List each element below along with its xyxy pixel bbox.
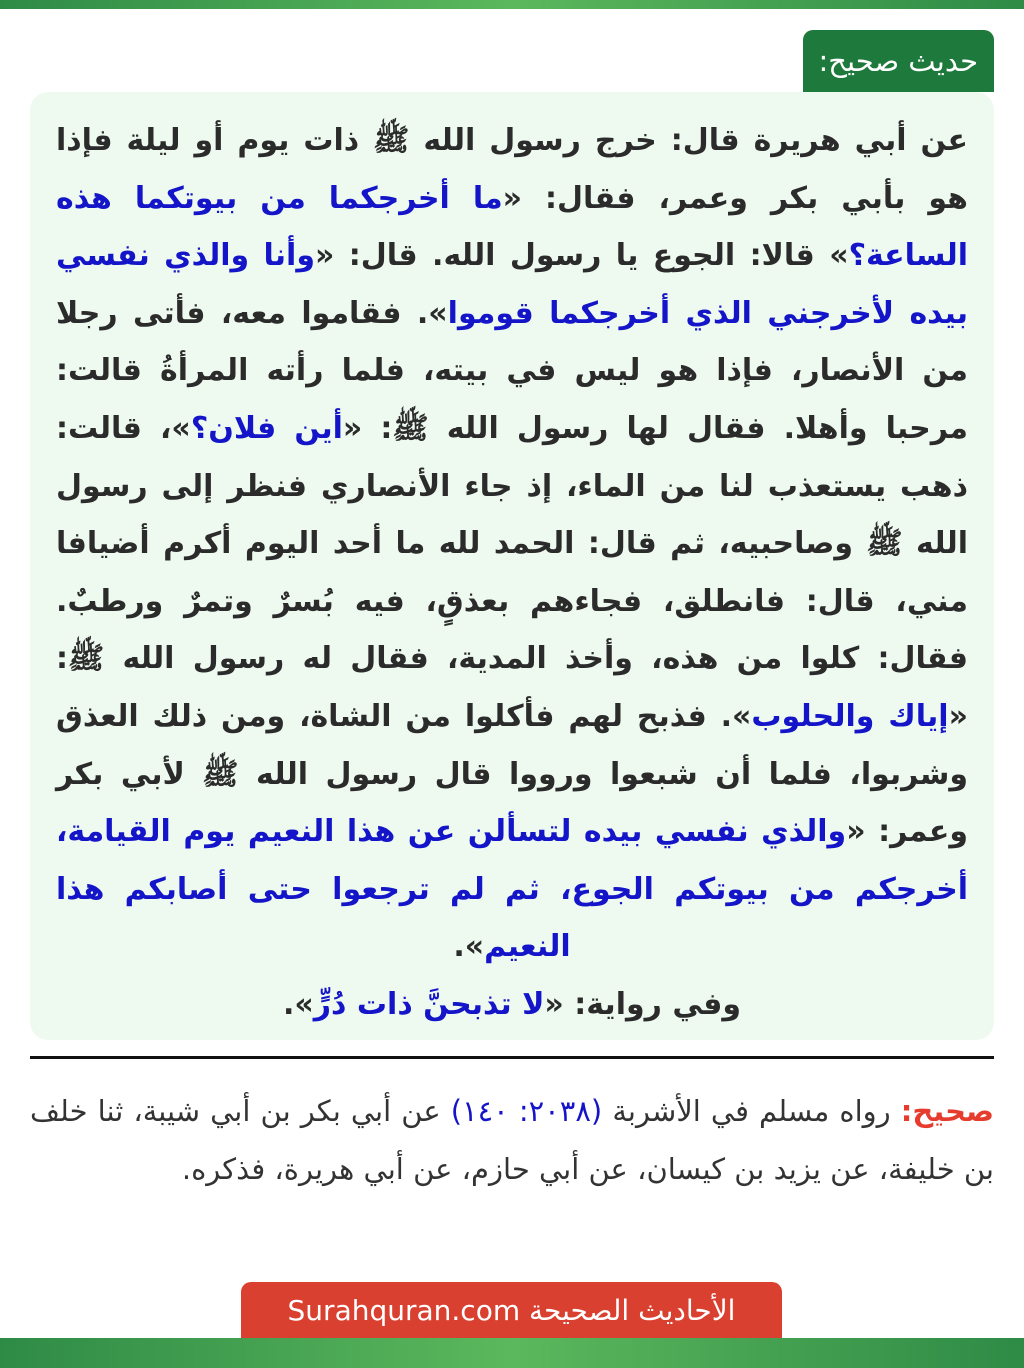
riwaya-quote: لا تذبحنَّ ذات دُرٍّ bbox=[313, 986, 545, 1022]
riwaya-suffix: ». bbox=[283, 986, 314, 1022]
takhrij-source: رواه مسلم في الأشربة bbox=[602, 1094, 901, 1128]
prophetic-quote: ما أخرجكما من بيوتكما هذه الساعة؟ bbox=[56, 180, 969, 274]
hadith-grade-label: حديث صحيح: bbox=[803, 30, 995, 92]
bottom-decorative-bar bbox=[0, 1338, 1024, 1368]
prophetic-quote: أين فلان؟ bbox=[190, 410, 343, 446]
hadith-narration: عن أبي هريرة قال: خرج رسول الله ﷺ ذات يوم أو ليلة فإذا هو بأبي بكر وعمر، فقال: « bbox=[56, 123, 968, 216]
hadith-narration: ». فذبح لهم فأكلوا من الشاة، ومن ذلك العذق وشربوا، فلما أن شبعوا ورووا قال رسول الله ﷺ لأبي بكر وعمر: « bbox=[56, 698, 968, 850]
top-decorative-bar bbox=[0, 0, 1024, 9]
takhrij-chain: عن أبي بكر بن أبي شيبة، ثنا خلف بن خليفة، عن يزيد بن كيسان، عن أبي حازم، عن أبي هريرة، فذكره. bbox=[30, 1094, 994, 1186]
hadith-narration: » قالا: الجوع يا رسول الله. قال: « bbox=[314, 238, 849, 274]
takhrij-text bbox=[30, 1082, 994, 1198]
site-footer-badge: الأحاديث الصحيحة Surahquran.com bbox=[241, 1282, 782, 1340]
hadith-main-text bbox=[56, 112, 968, 976]
hadith-narration: »، قالت: ذهب يستعذب لنا من الماء، إذ جاء الأنصاري فنظر إلى رسول الله ﷺ وصاحبيه، ثم قال: الحمد لله ما أحد اليوم أكرم أضيافا مني، قال: فانطلق، فجاءهم بعذقٍ، فيه بُسرٌ وتمرٌ ورطبٌ. فقال: كلوا من هذه، وأخذ المدية، فقال له رسول الله ﷺ: « bbox=[56, 410, 968, 734]
section-divider bbox=[30, 1056, 994, 1059]
takhrij-reference-number: (٢٠٣٨: ١٤٠) bbox=[450, 1094, 603, 1128]
hadith-narration: ». فقاموا معه، فأتى رجلا من الأنصار، فإذا هو ليس في بيته، فلما رأته المرأةُ قالت: مرحبا وأهلا. فقال لها رسول الله ﷺ: « bbox=[56, 295, 969, 446]
riwaya-prefix: وفي رواية: « bbox=[544, 986, 741, 1022]
hadith-narration: ». bbox=[453, 929, 485, 965]
prophetic-quote: إياك والحلوب bbox=[751, 698, 949, 734]
takhrij-grade: صحيح: bbox=[900, 1094, 994, 1128]
prophetic-quote: وأنا والذي نفسي بيده لأخرجني الذي أخرجكما قوموا bbox=[56, 238, 968, 331]
prophetic-quote: والذي نفسي بيده لتسألن عن هذا النعيم يوم القيامة، أخرجكم من بيوتكم الجوع، ثم لم ترجعوا حتى أصابكم هذا النعيم bbox=[56, 814, 968, 965]
hadith-text-box bbox=[30, 92, 994, 1040]
hadith-riwaya bbox=[56, 976, 968, 1034]
